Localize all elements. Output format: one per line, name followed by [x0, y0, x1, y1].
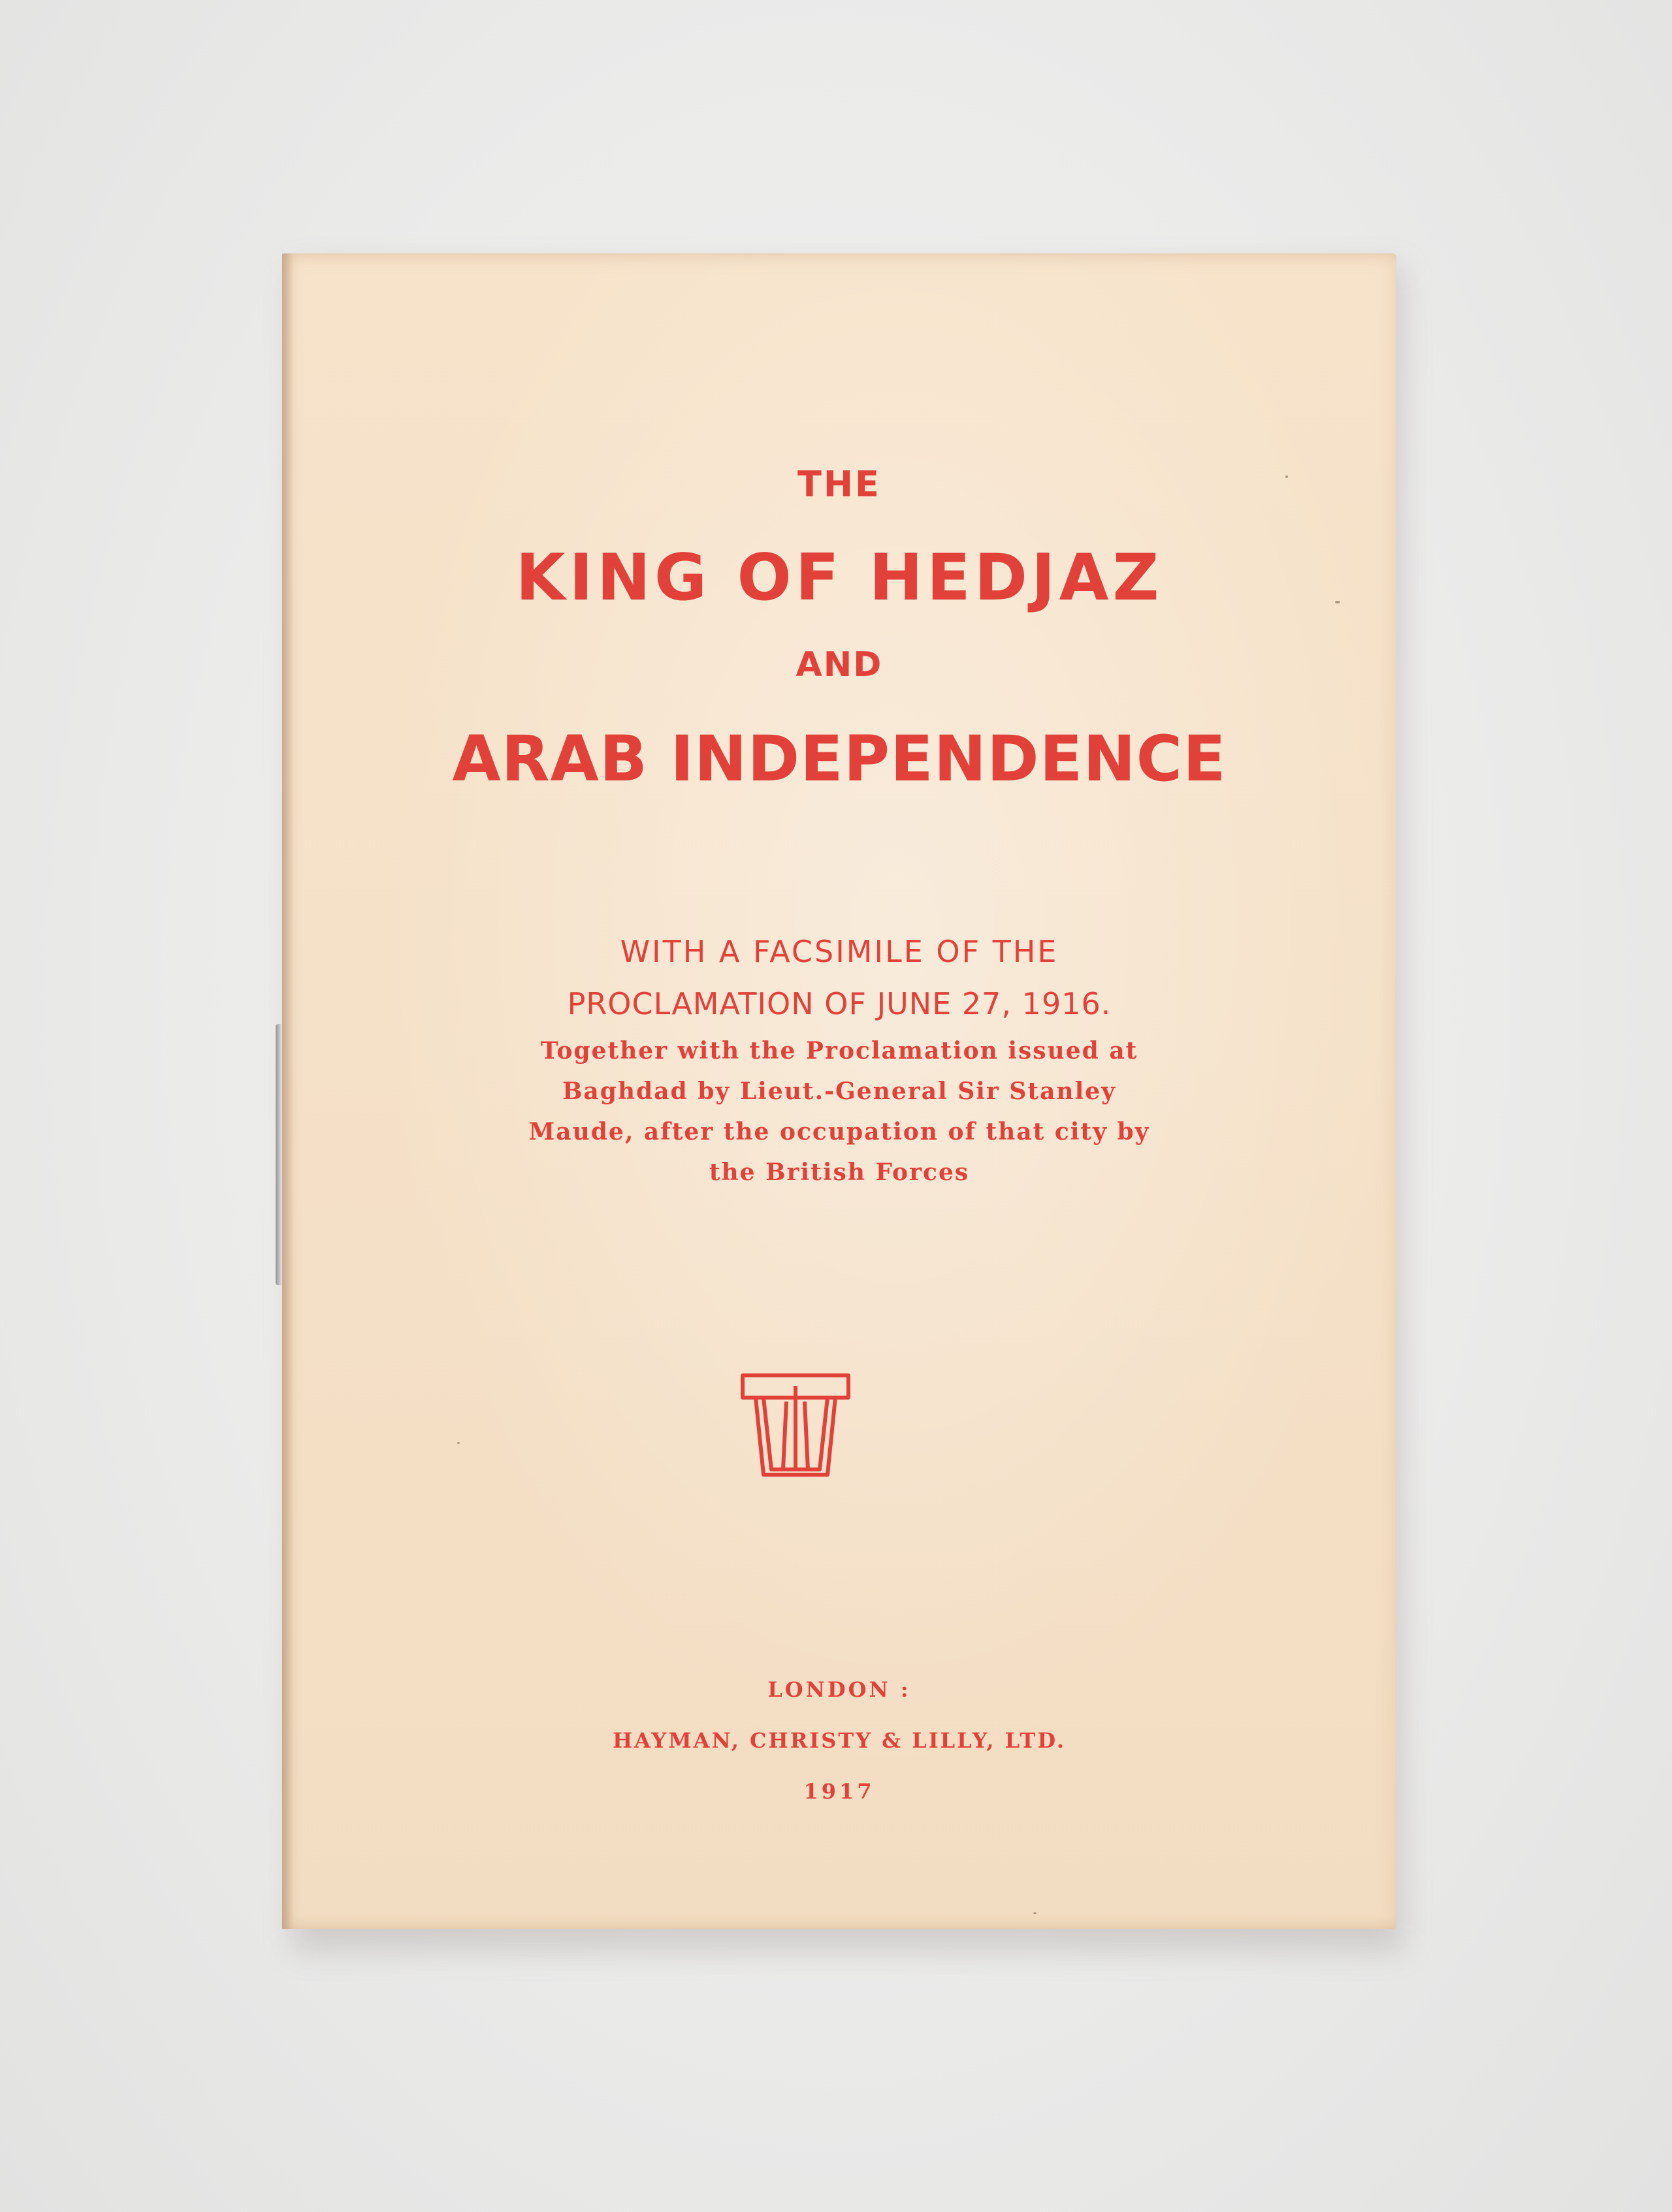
description-line-1: Together with the Proclamation issued at — [540, 1037, 1138, 1065]
spine-edge — [276, 1024, 282, 1285]
imprint-place: LONDON : — [767, 1677, 911, 1702]
imprint-year: 1917 — [803, 1779, 875, 1804]
description-line-4: the British Forces — [709, 1159, 970, 1186]
title-and: AND — [796, 645, 883, 684]
subtitle-line-2: PROCLAMATION OF JUNE 27, 1916. — [567, 986, 1112, 1021]
paper-speck — [457, 1442, 460, 1444]
paper-speck — [1335, 601, 1340, 603]
title-the: THE — [797, 464, 881, 505]
paper-speck — [1285, 475, 1288, 478]
subtitle-line-1: WITH A FACSIMILE OF THE — [620, 934, 1059, 969]
title-sub: ARAB INDEPENDENCE — [452, 722, 1227, 795]
description-line-3: Maude, after the occupation of that city by — [528, 1118, 1150, 1146]
paper-speck — [1033, 1912, 1037, 1914]
pamphlet-cover — [282, 253, 1396, 1929]
publisher-device-icon — [737, 1370, 854, 1480]
imprint-publisher: HAYMAN, CHRISTY & LILLY, LTD. — [612, 1728, 1067, 1753]
description-line-2: Baghdad by Lieut.-General Sir Stanley — [562, 1078, 1117, 1105]
title-main: KING OF HEDJAZ — [515, 541, 1163, 615]
